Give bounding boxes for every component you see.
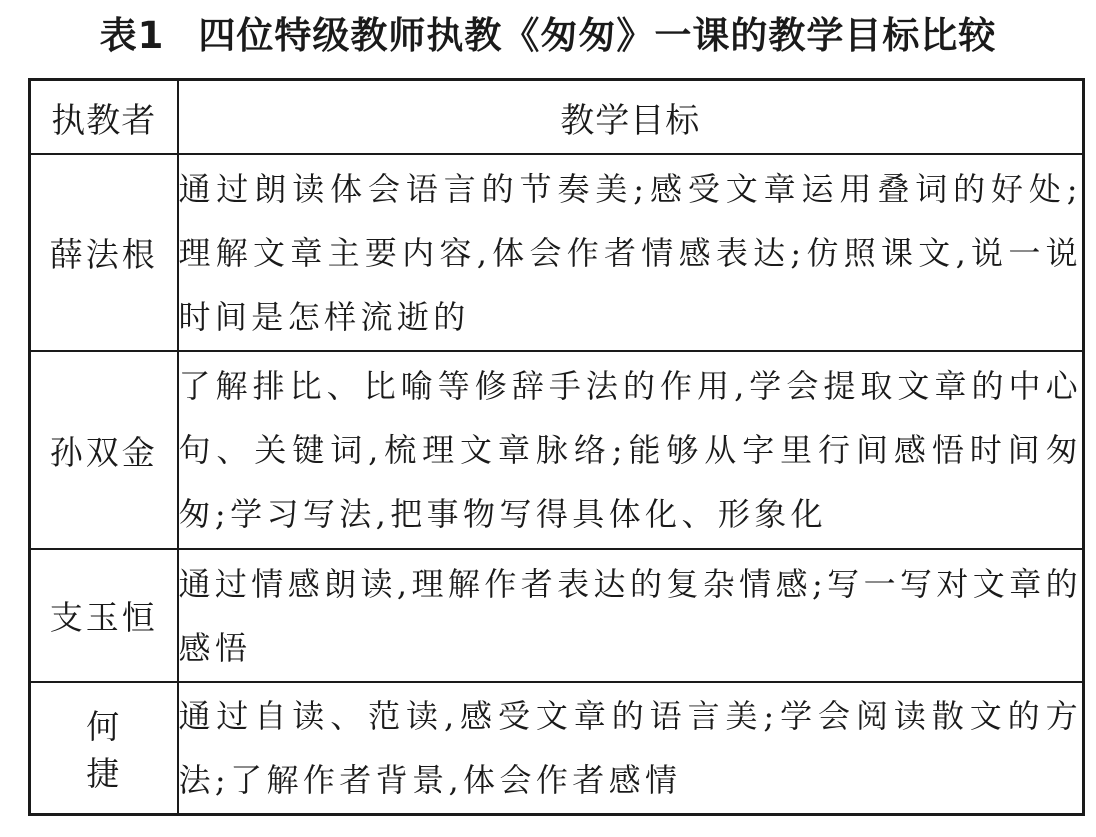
table-row	[30, 682, 1084, 815]
goal-cell: 通过自读、范读,感受文章的语言美;学会阅读散文的方法;了解作者背景,体会作者感情	[178, 682, 1084, 815]
header-goal: 教学目标	[178, 80, 1084, 155]
teaching-goals-table	[28, 78, 1085, 816]
goal-cell: 通过情感朗读,理解作者表达的复杂情感;写一写对文章的感悟	[178, 549, 1084, 682]
teacher-cell: 何捷	[30, 682, 178, 815]
teacher-cell: 支玉恒	[30, 549, 178, 682]
table-number: 表1	[99, 14, 165, 57]
goal-cell: 通过朗读体会语言的节奏美;感受文章运用叠词的好处;理解文章主要内容,体会作者情感表达;仿照课文,说一说时间是怎样流逝的	[178, 154, 1084, 351]
goal-cell: 了解排比、比喻等修辞手法的作用,学会提取文章的中心句、关键词,梳理文章脉络;能够从字里行间感悟时间匆匆;学习写法,把事物写得具体化、形象化	[178, 351, 1084, 549]
header-teacher: 执教者	[30, 80, 178, 155]
teacher-cell: 薛法根	[30, 154, 178, 351]
table-row	[30, 154, 1084, 351]
table-row	[30, 549, 1084, 682]
table-row	[30, 351, 1084, 549]
table-caption	[0, 8, 1096, 64]
table-title: 四位特级教师执教《匆匆》一课的教学目标比较	[198, 14, 997, 57]
teacher-cell: 孙双金	[30, 351, 178, 549]
header-row	[30, 80, 1084, 155]
